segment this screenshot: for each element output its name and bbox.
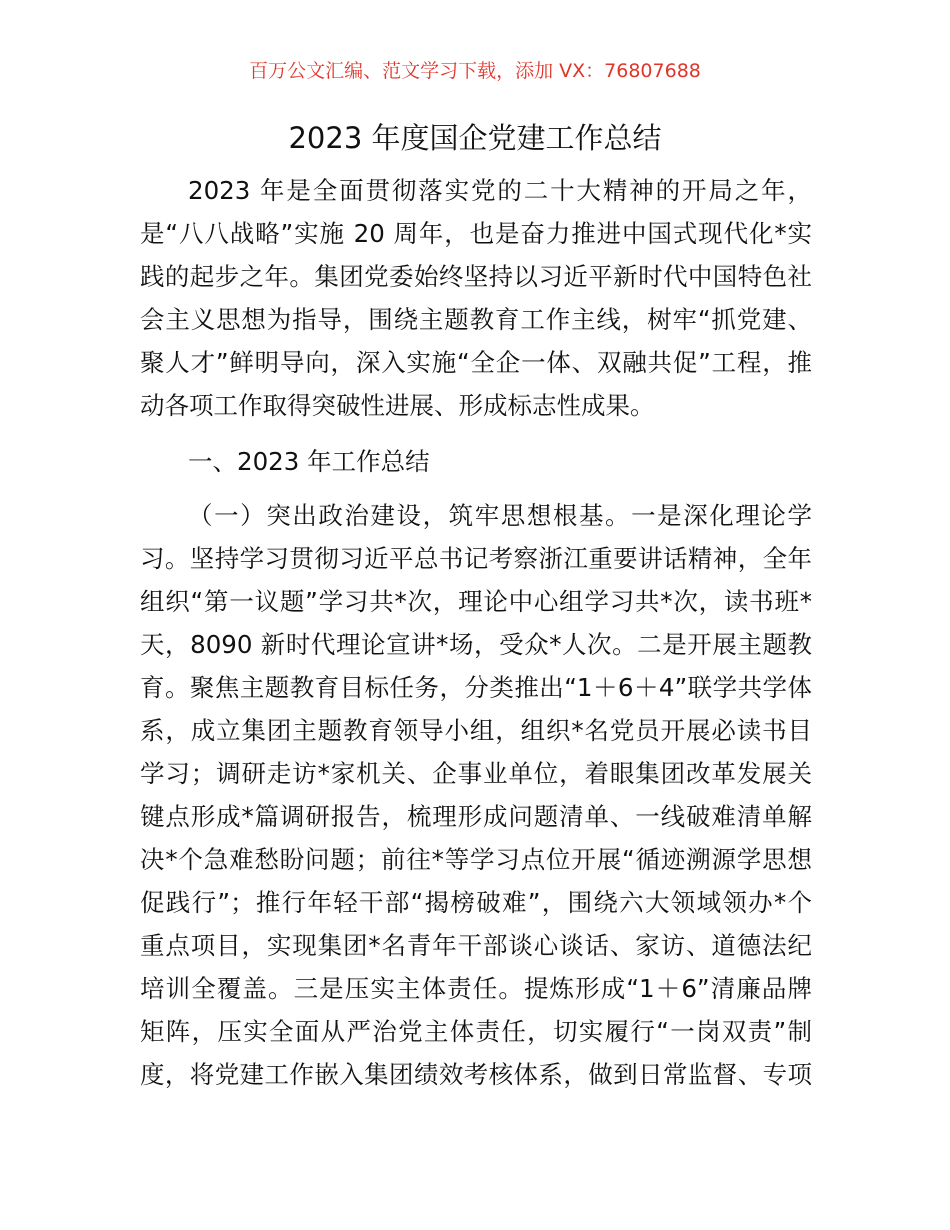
header-banner: 百万公文汇编、范文学习下载，添加 VX：76807688 xyxy=(249,60,701,82)
document-title: 2023 年度国企党建工作总结 xyxy=(288,121,662,155)
text-line: 习。坚持学习贯彻习近平总书记考察浙江重要讲话精神，全年 xyxy=(140,544,812,573)
text-line: 键点形成*篇调研报告，梳理形成问题清单、一线破难清单解 xyxy=(140,802,812,831)
text-line: 培训全覆盖。三是压实主体责任。提炼形成“1＋6”清廉品牌 xyxy=(140,974,812,1003)
text-line: 动各项工作取得突破性进展、形成标志性成果。 xyxy=(140,391,655,420)
text-line: 2023 年是全面贯彻落实党的二十大精神的开局之年， xyxy=(188,176,812,205)
text-line: 系，成立集团主题教育领导小组，组织*名党员开展必读书目 xyxy=(140,716,812,745)
text-line: 学习；调研走访*家机关、企事业单位，着眼集团改革发展关 xyxy=(140,759,812,788)
text-line: 会主义思想为指导，围绕主题教育工作主线，树牢“抓党建、 xyxy=(140,305,812,334)
text-line: 天，8090 新时代理论宣讲*场，受众*人次。二是开展主题教 xyxy=(140,630,812,659)
text-line: 育。聚焦主题教育目标任务，分类推出“1＋6＋4”联学共学体 xyxy=(140,673,812,702)
text-line: 度，将党建工作嵌入集团绩效考核体系，做到日常监督、专项 xyxy=(140,1060,812,1089)
text-line: 践的起步之年。集团党委始终坚持以习近平新时代中国特色社 xyxy=(140,262,812,291)
text-line: 是“八八战略”实施 20 周年，也是奋力推进中国式现代化*实 xyxy=(140,219,812,248)
text-line: 矩阵，压实全面从严治党主体责任，切实履行“一岗双责”制 xyxy=(140,1017,812,1046)
text-line: 重点项目，实现集团*名青年干部谈心谈话、家访、道德法纪 xyxy=(140,931,812,960)
text-line: 决*个急难愁盼问题；前往*等学习点位开展“循迹溯源学思想 xyxy=(140,845,812,874)
text-line: （一）突出政治建设，筑牢思想根基。一是深化理论学 xyxy=(188,501,812,530)
text-line: 组织“第一议题”学习共*次，理论中心组学习共*次，读书班* xyxy=(140,587,812,616)
text-line: 聚人才”鲜明导向，深入实施“全企一体、双融共促”工程，推 xyxy=(140,348,812,377)
section-heading: 一、2023 年工作总结 xyxy=(188,447,430,476)
text-line: 促践行”；推行年轻干部“揭榜破难”，围绕六大领域领办*个 xyxy=(140,888,812,917)
